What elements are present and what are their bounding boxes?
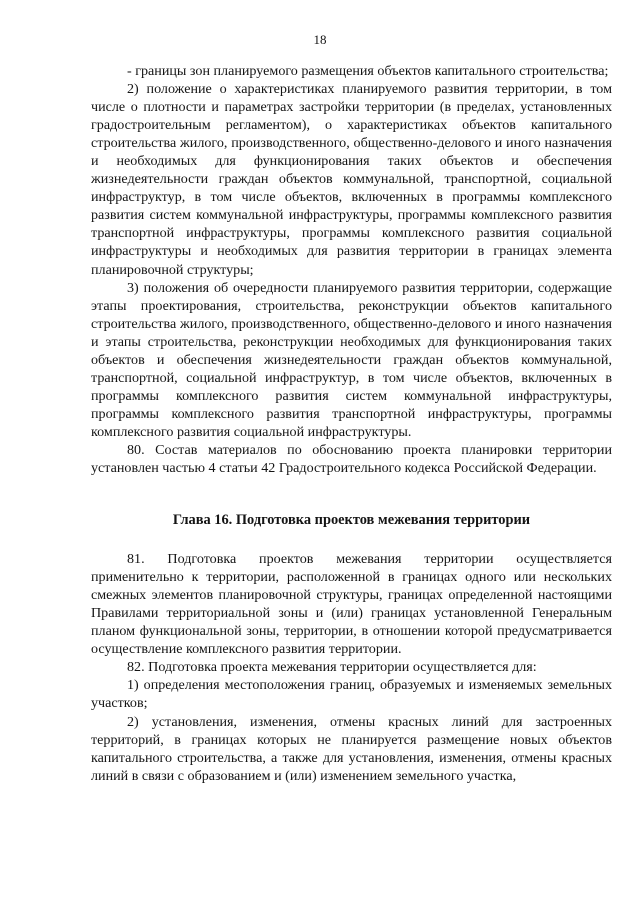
chapter-heading: Глава 16. Подготовка проектов межевания территории xyxy=(172,512,531,529)
paragraph-clause-81: 81. Подготовка проектов межевания территории осуществляется применительно к территории, расположенной в границах одного или нескольких смежных элементов планировочной структуры, границах определенной настоящими Правилами территориальной зоны и (или) границах установленной Генеральным планом функциональной зоны, территории, в отношении которой предусматривается осуществление комплексного развития территории. xyxy=(91,551,612,658)
paragraph-dash-item-zone-boundaries: - границы зон планируемого размещения объектов капитального строительства; xyxy=(127,63,609,79)
page-number: 18 xyxy=(313,32,327,47)
document-body xyxy=(91,62,612,785)
paragraph-clause-80: 80. Состав материалов по обоснованию проекта планировки территории установлен частью 4 статьи 42 Градостроительного кодекса Российской Федерации. xyxy=(91,441,612,477)
paragraph-item-3-development-sequence: 3) положения об очередности планируемого развития территории, содержащие этапы проектирования, строительства, реконструкции объектов капитального строительства жилого, производственного, общественно-делового и иного назначения и этапы строительства, реконструкции необходимых для функционирования таких объектов и обеспечения жизнедеятельности граждан объектов коммунальной, транспортной, социальной инфраструктур, в том числе объектов, включенных в программы комплексного развития систем коммунальной инфраструктуры, программы комплексного развития транспортной инфраструктуры, программы комплексного развития социальной инфраструктуры. xyxy=(91,279,612,440)
paragraph-clause-82: 82. Подготовка проекта межевания территории осуществляется для: xyxy=(127,659,537,676)
paragraph-clause-82-item-2: 2) установления, изменения, отмены красных линий для застроенных территорий, в границах которых не планируется размещение новых объектов капитального строительства, а также для установления, изменения, отмены красных линий в связи с образованием и (или) изменением земельного участка, xyxy=(91,713,612,784)
paragraph-clause-82-item-1: 1) определения местоположения границ, образуемых и изменяемых земельных участков; xyxy=(91,677,612,712)
paragraph-item-2-development-characteristics: 2) положение о характеристиках планируемого развития территории, в том числе о плотности и параметрах застройки территории (в пределах, установленных градостроительным регламентом), о характеристиках объектов капитального строительства жилого, производственного, общественно-делового и иного назначения и необходимых для функционирования таких объектов и обеспечения жизнедеятельности граждан объектов коммунальной, транспортной, социальной инфраструктур, в том числе объектов, включенных в программы комплексного развития систем коммунальной инфраструктуры, программы комплексного развития транспортной инфраструктуры, программы комплексного развития социальной инфраструктуры и необходимых для развития территории в границах элемента планировочной структуры; xyxy=(91,81,612,278)
